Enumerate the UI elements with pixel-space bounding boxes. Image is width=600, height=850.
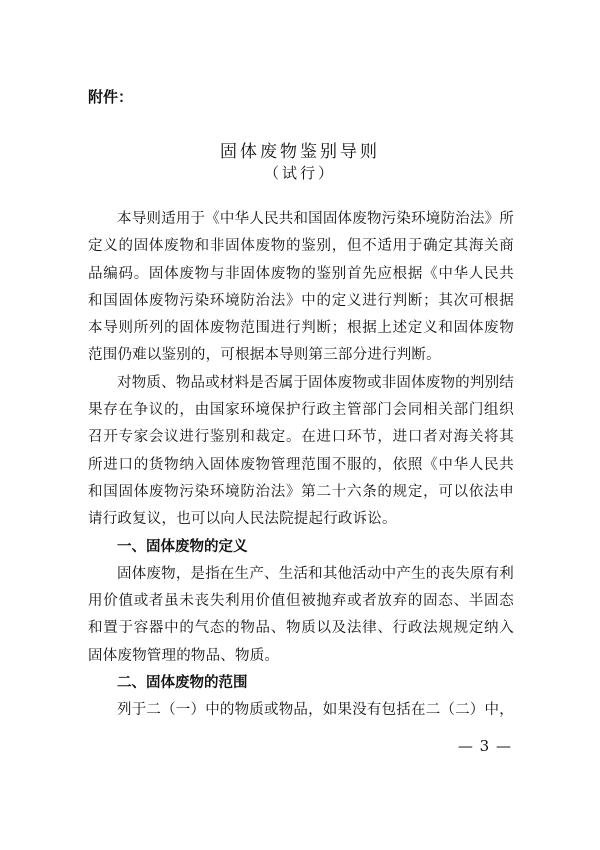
document-title: 固体废物鉴别导则 xyxy=(220,142,380,162)
attachment-label: 附件： xyxy=(88,88,134,106)
section-1-paragraph: 固体废物，是指在生产、生活和其他活动中产生的丧失原有利用价值或者虽未丧失利用价值但被抛弃或者放弃的固态、半固态和置于容器中的气态的物品、物质以及法律、行政法规规定纳入固体废物管理的物品、物质。 xyxy=(88,565,514,664)
intro-paragraph-1: 本导则适用于《中华人民共和国固体废物污染环境防治法》所定义的固体废物和非固体废物的鉴别，但不适用于确定其海关商品编码。固体废物与非固体废物的鉴别首先应根据《中华人民共和国固体废物污染环境防治法》中的定义进行判断；其次可根据本导则所列的固体废物范围进行判断；根据上述定义和固体废物范围仍难以鉴别的，可根据本导则第三部分进行判断。 xyxy=(88,211,514,364)
section-1-heading: 一、固体废物的定义 xyxy=(117,538,248,555)
document-body xyxy=(88,206,514,725)
section-2-heading: 二、固体废物的范围 xyxy=(117,675,248,692)
document-subtitle: （试行） xyxy=(263,164,336,182)
page-number: — 3 — xyxy=(457,737,512,755)
section-2-paragraph: 列于二（一）中的物质或物品，如果没有包括在二（二）中， xyxy=(117,702,514,719)
intro-paragraph-2: 对物质、物品或材料是否属于固体废物或非固体废物的判别结果存在争议的，由国家环境保护行政主管部门会同相关部门组织召开专家会议进行鉴别和裁定。在进口环节，进口者对海关将其所进口的货物纳入固体废物管理范围不服的，依照《中华人民共和国固体废物污染环境防治法》第二十六条的规定，可以依法申请行政复议，也可以向人民法院提起行政诉讼。 xyxy=(88,374,514,528)
